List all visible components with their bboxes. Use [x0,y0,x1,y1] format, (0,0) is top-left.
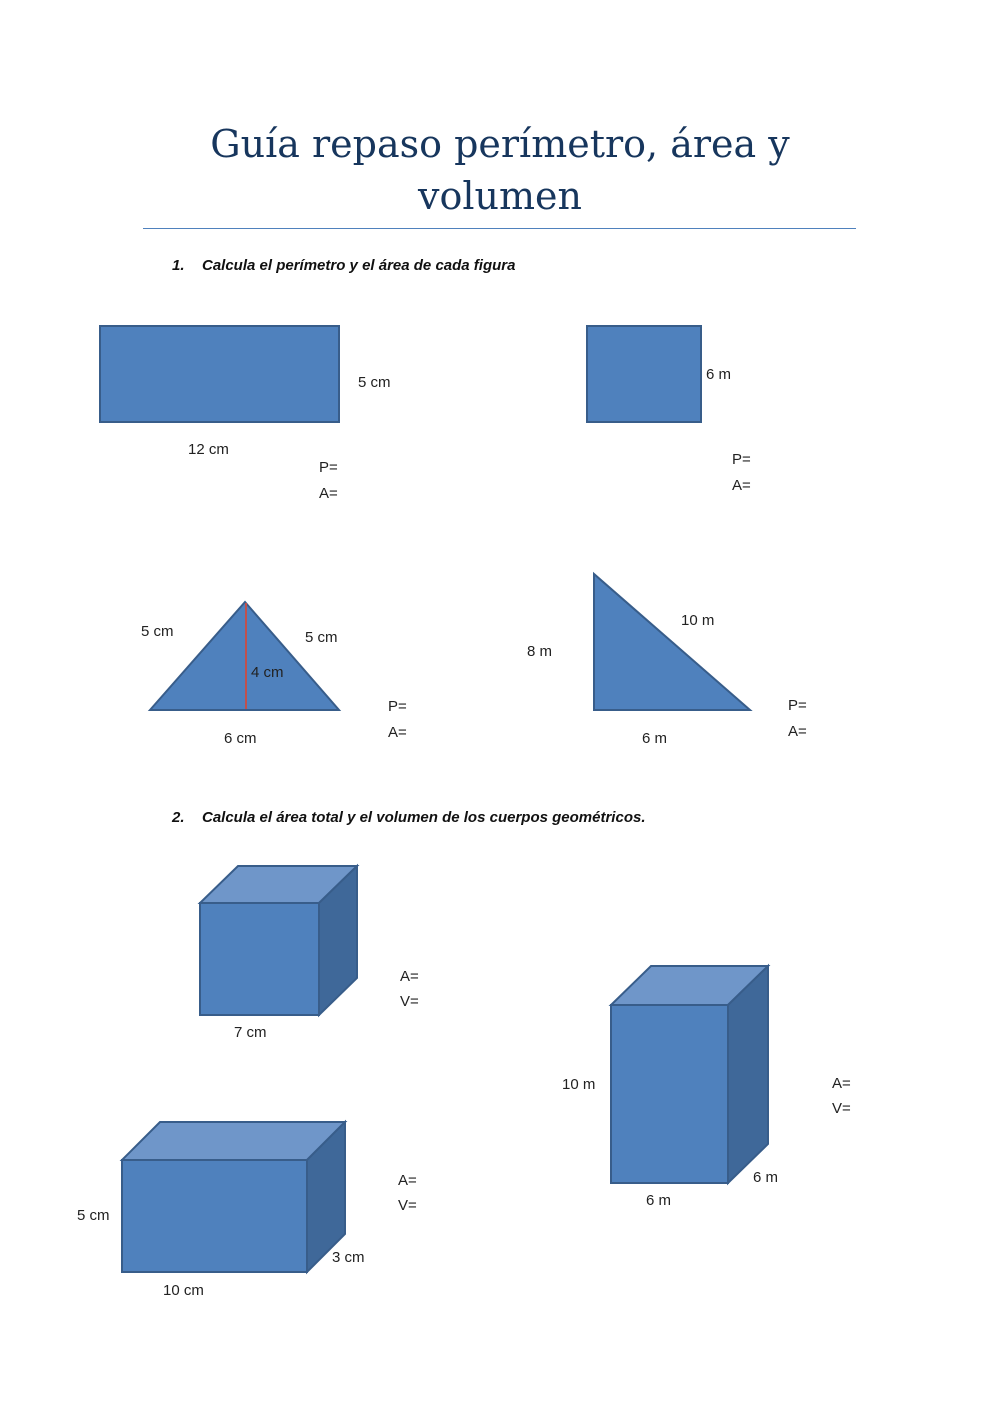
right-triangle-area-answer: A= [788,723,807,740]
wide-prism-depth-label: 3 cm [332,1249,365,1266]
triangle-right-side-label: 5 cm [305,629,338,646]
tall-prism-area-answer: A= [832,1075,851,1092]
right-triangle-shape [594,574,750,710]
cube-area-answer: A= [400,968,419,985]
tall-prism-front-face [611,1005,728,1183]
tall-prism-volume-answer: V= [832,1100,851,1117]
instruction-2-number: 2. [172,809,185,826]
right-triangle-base-label: 6 m [642,730,668,747]
cube-volume-answer: V= [400,993,419,1010]
instruction-1-number: 1. [172,257,185,274]
rectangle-height-label: 5 cm [358,374,391,391]
title-line-1: Guía repaso perímetro, área y [210,122,790,166]
instruction-2 [172,809,646,826]
isosceles-triangle-shape [150,602,339,710]
square-area-answer: A= [732,477,751,494]
rectangle-perimeter-answer: P= [319,459,338,476]
rectangle-width-label: 12 cm [188,441,229,458]
tall-prism-width-label: 6 m [646,1192,672,1209]
triangle-left-side-label: 5 cm [141,623,174,640]
triangle-height-label: 4 cm [251,664,284,681]
tall-prism-solid [611,966,768,1183]
cube-edge-label: 7 cm [234,1024,267,1041]
triangle-base-label: 6 cm [224,730,257,747]
right-triangle-perimeter-answer: P= [788,697,807,714]
rectangle-area-answer: A= [319,485,338,502]
triangle-perimeter-answer: P= [388,698,407,715]
wide-prism-area-answer: A= [398,1172,417,1189]
cube-front-face [200,903,319,1015]
wide-prism-front-face [122,1160,307,1272]
right-triangle-hypotenuse-label: 10 m [681,612,715,629]
instruction-1-text: Calcula el perímetro y el área de cada figura [202,257,516,274]
tall-prism-side-face [728,966,768,1183]
instruction-2-text: Calcula el área total y el volumen de los cuerpos geométricos. [202,809,646,826]
title-line-2: volumen [418,174,582,218]
wide-prism-volume-answer: V= [398,1197,417,1214]
cube-solid [200,866,357,1015]
wide-prism-height-label: 5 cm [77,1207,110,1224]
right-triangle-height-label: 8 m [527,643,553,660]
wide-prism-solid [122,1122,345,1272]
rectangle-shape [100,326,339,422]
tall-prism-depth-label: 6 m [753,1169,779,1186]
wide-prism-width-label: 10 cm [163,1282,204,1299]
square-side-label: 6 m [706,366,732,383]
triangle-area-answer: A= [388,724,407,741]
square-perimeter-answer: P= [732,451,751,468]
square-shape [587,326,701,422]
tall-prism-height-label: 10 m [562,1076,596,1093]
